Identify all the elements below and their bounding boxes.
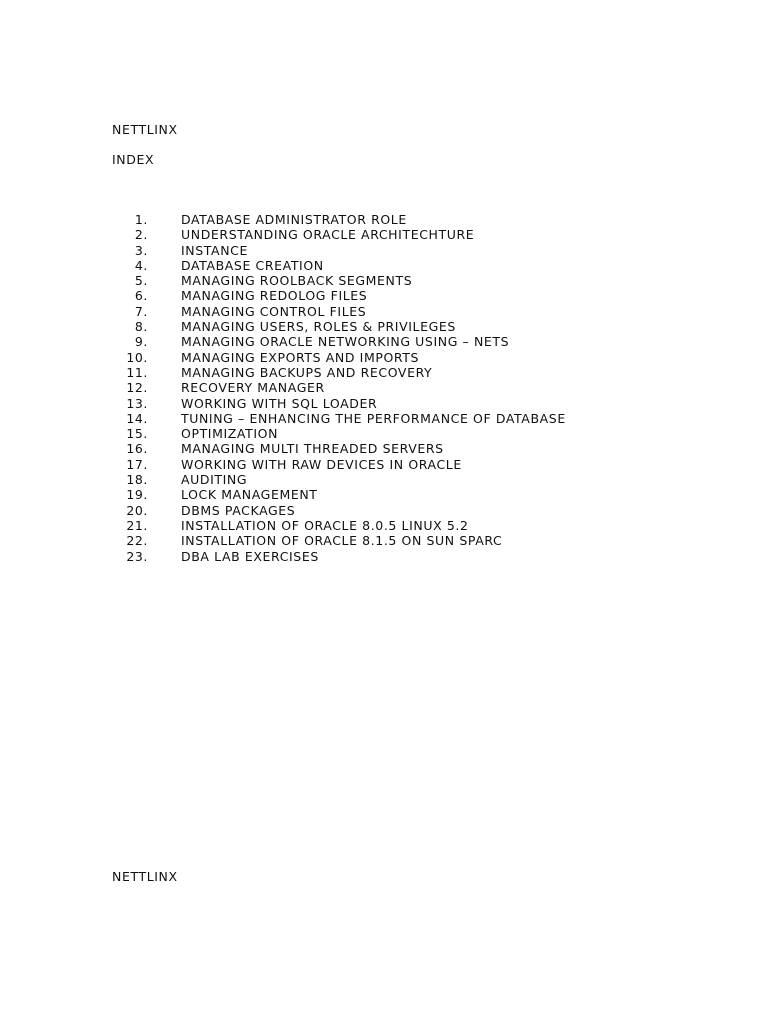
toc-item-title: DBA LAB EXERCISES <box>181 548 319 564</box>
toc-item <box>0 380 768 395</box>
toc-item <box>0 227 768 242</box>
toc-item-number: 21. <box>126 517 148 533</box>
toc-item-number: 6. <box>134 288 148 304</box>
toc-item-number: 2. <box>134 227 148 243</box>
toc-item-number: 19. <box>126 487 148 503</box>
toc-item <box>0 258 768 273</box>
toc-item-number: 13. <box>126 395 148 411</box>
index-title: INDEX <box>112 152 155 167</box>
toc-item-title: INSTALLATION OF ORACLE 8.1.5 ON SUN SPARC <box>181 533 503 549</box>
toc-item-number: 9. <box>134 334 148 350</box>
toc-item <box>0 334 768 349</box>
toc-item-number: 4. <box>134 257 148 273</box>
footer-title: NETTLINX <box>112 869 178 884</box>
toc-item <box>0 350 768 365</box>
toc-item <box>0 472 768 487</box>
toc-item-title: MANAGING CONTROL FILES <box>181 303 367 319</box>
toc-item <box>0 304 768 319</box>
toc-item <box>0 273 768 288</box>
toc-item <box>0 396 768 411</box>
toc-item <box>0 365 768 380</box>
toc-item-number: 5. <box>134 273 148 289</box>
toc-item-number: 10. <box>126 349 148 365</box>
toc-item-title: MANAGING ROOLBACK SEGMENTS <box>181 273 413 289</box>
toc-item-number: 17. <box>126 456 148 472</box>
toc-item-title: MANAGING ORACLE NETWORKING USING – NETS <box>181 334 510 350</box>
toc-item-number: 18. <box>126 472 148 488</box>
toc-item-title: AUDITING <box>181 472 248 488</box>
toc-item-title: MANAGING EXPORTS AND IMPORTS <box>181 349 420 365</box>
toc-item <box>0 411 768 426</box>
toc-item-title: INSTANCE <box>181 242 248 258</box>
toc-item <box>0 212 768 227</box>
toc-item-number: 16. <box>126 441 148 457</box>
toc-item <box>0 487 768 502</box>
toc-item <box>0 533 768 548</box>
toc-item-title: MANAGING BACKUPS AND RECOVERY <box>181 364 433 380</box>
toc-item <box>0 549 768 564</box>
toc-item-title: LOCK MANAGEMENT <box>181 487 318 503</box>
toc-item <box>0 441 768 456</box>
toc-item-title: DATABASE CREATION <box>181 257 324 273</box>
toc-item-number: 12. <box>126 380 148 396</box>
toc-item <box>0 319 768 334</box>
toc-item-title: MANAGING USERS, ROLES & PRIVILEGES <box>181 319 456 335</box>
toc-item <box>0 457 768 472</box>
toc-item-title: TUNING – ENHANCING THE PERFORMANCE OF DATABASE <box>181 410 566 426</box>
toc-item-title: MANAGING MULTI THREADED SERVERS <box>181 441 444 457</box>
toc-item-number: 11. <box>126 364 148 380</box>
toc-item <box>0 288 768 303</box>
toc-item <box>0 518 768 533</box>
toc-item <box>0 243 768 258</box>
toc-item-title: DBMS PACKAGES <box>181 502 296 518</box>
toc-item-number: 1. <box>134 212 148 227</box>
toc-item-number: 3. <box>134 242 148 258</box>
table-of-contents <box>0 212 768 564</box>
toc-item-number: 15. <box>126 426 148 442</box>
toc-item-title: OPTIMIZATION <box>181 426 279 442</box>
toc-item-title: RECOVERY MANAGER <box>181 380 325 396</box>
header-title: NETTLINX <box>112 122 178 137</box>
toc-item-number: 20. <box>126 502 148 518</box>
toc-item-title: DATABASE ADMINISTRATOR ROLE <box>181 212 407 227</box>
toc-item-title: INSTALLATION OF ORACLE 8.0.5 LINUX 5.2 <box>181 517 469 533</box>
toc-item-number: 22. <box>126 533 148 549</box>
toc-item-number: 14. <box>126 410 148 426</box>
toc-item <box>0 426 768 441</box>
toc-item-number: 23. <box>126 548 148 564</box>
toc-item-number: 7. <box>134 303 148 319</box>
toc-item-title: WORKING WITH RAW DEVICES IN ORACLE <box>181 456 462 472</box>
toc-item-title: WORKING WITH SQL LOADER <box>181 395 378 411</box>
toc-item-title: UNDERSTANDING ORACLE ARCHITECHTURE <box>181 227 475 243</box>
toc-item <box>0 503 768 518</box>
toc-item-title: MANAGING REDOLOG FILES <box>181 288 368 304</box>
toc-item-number: 8. <box>134 319 148 335</box>
